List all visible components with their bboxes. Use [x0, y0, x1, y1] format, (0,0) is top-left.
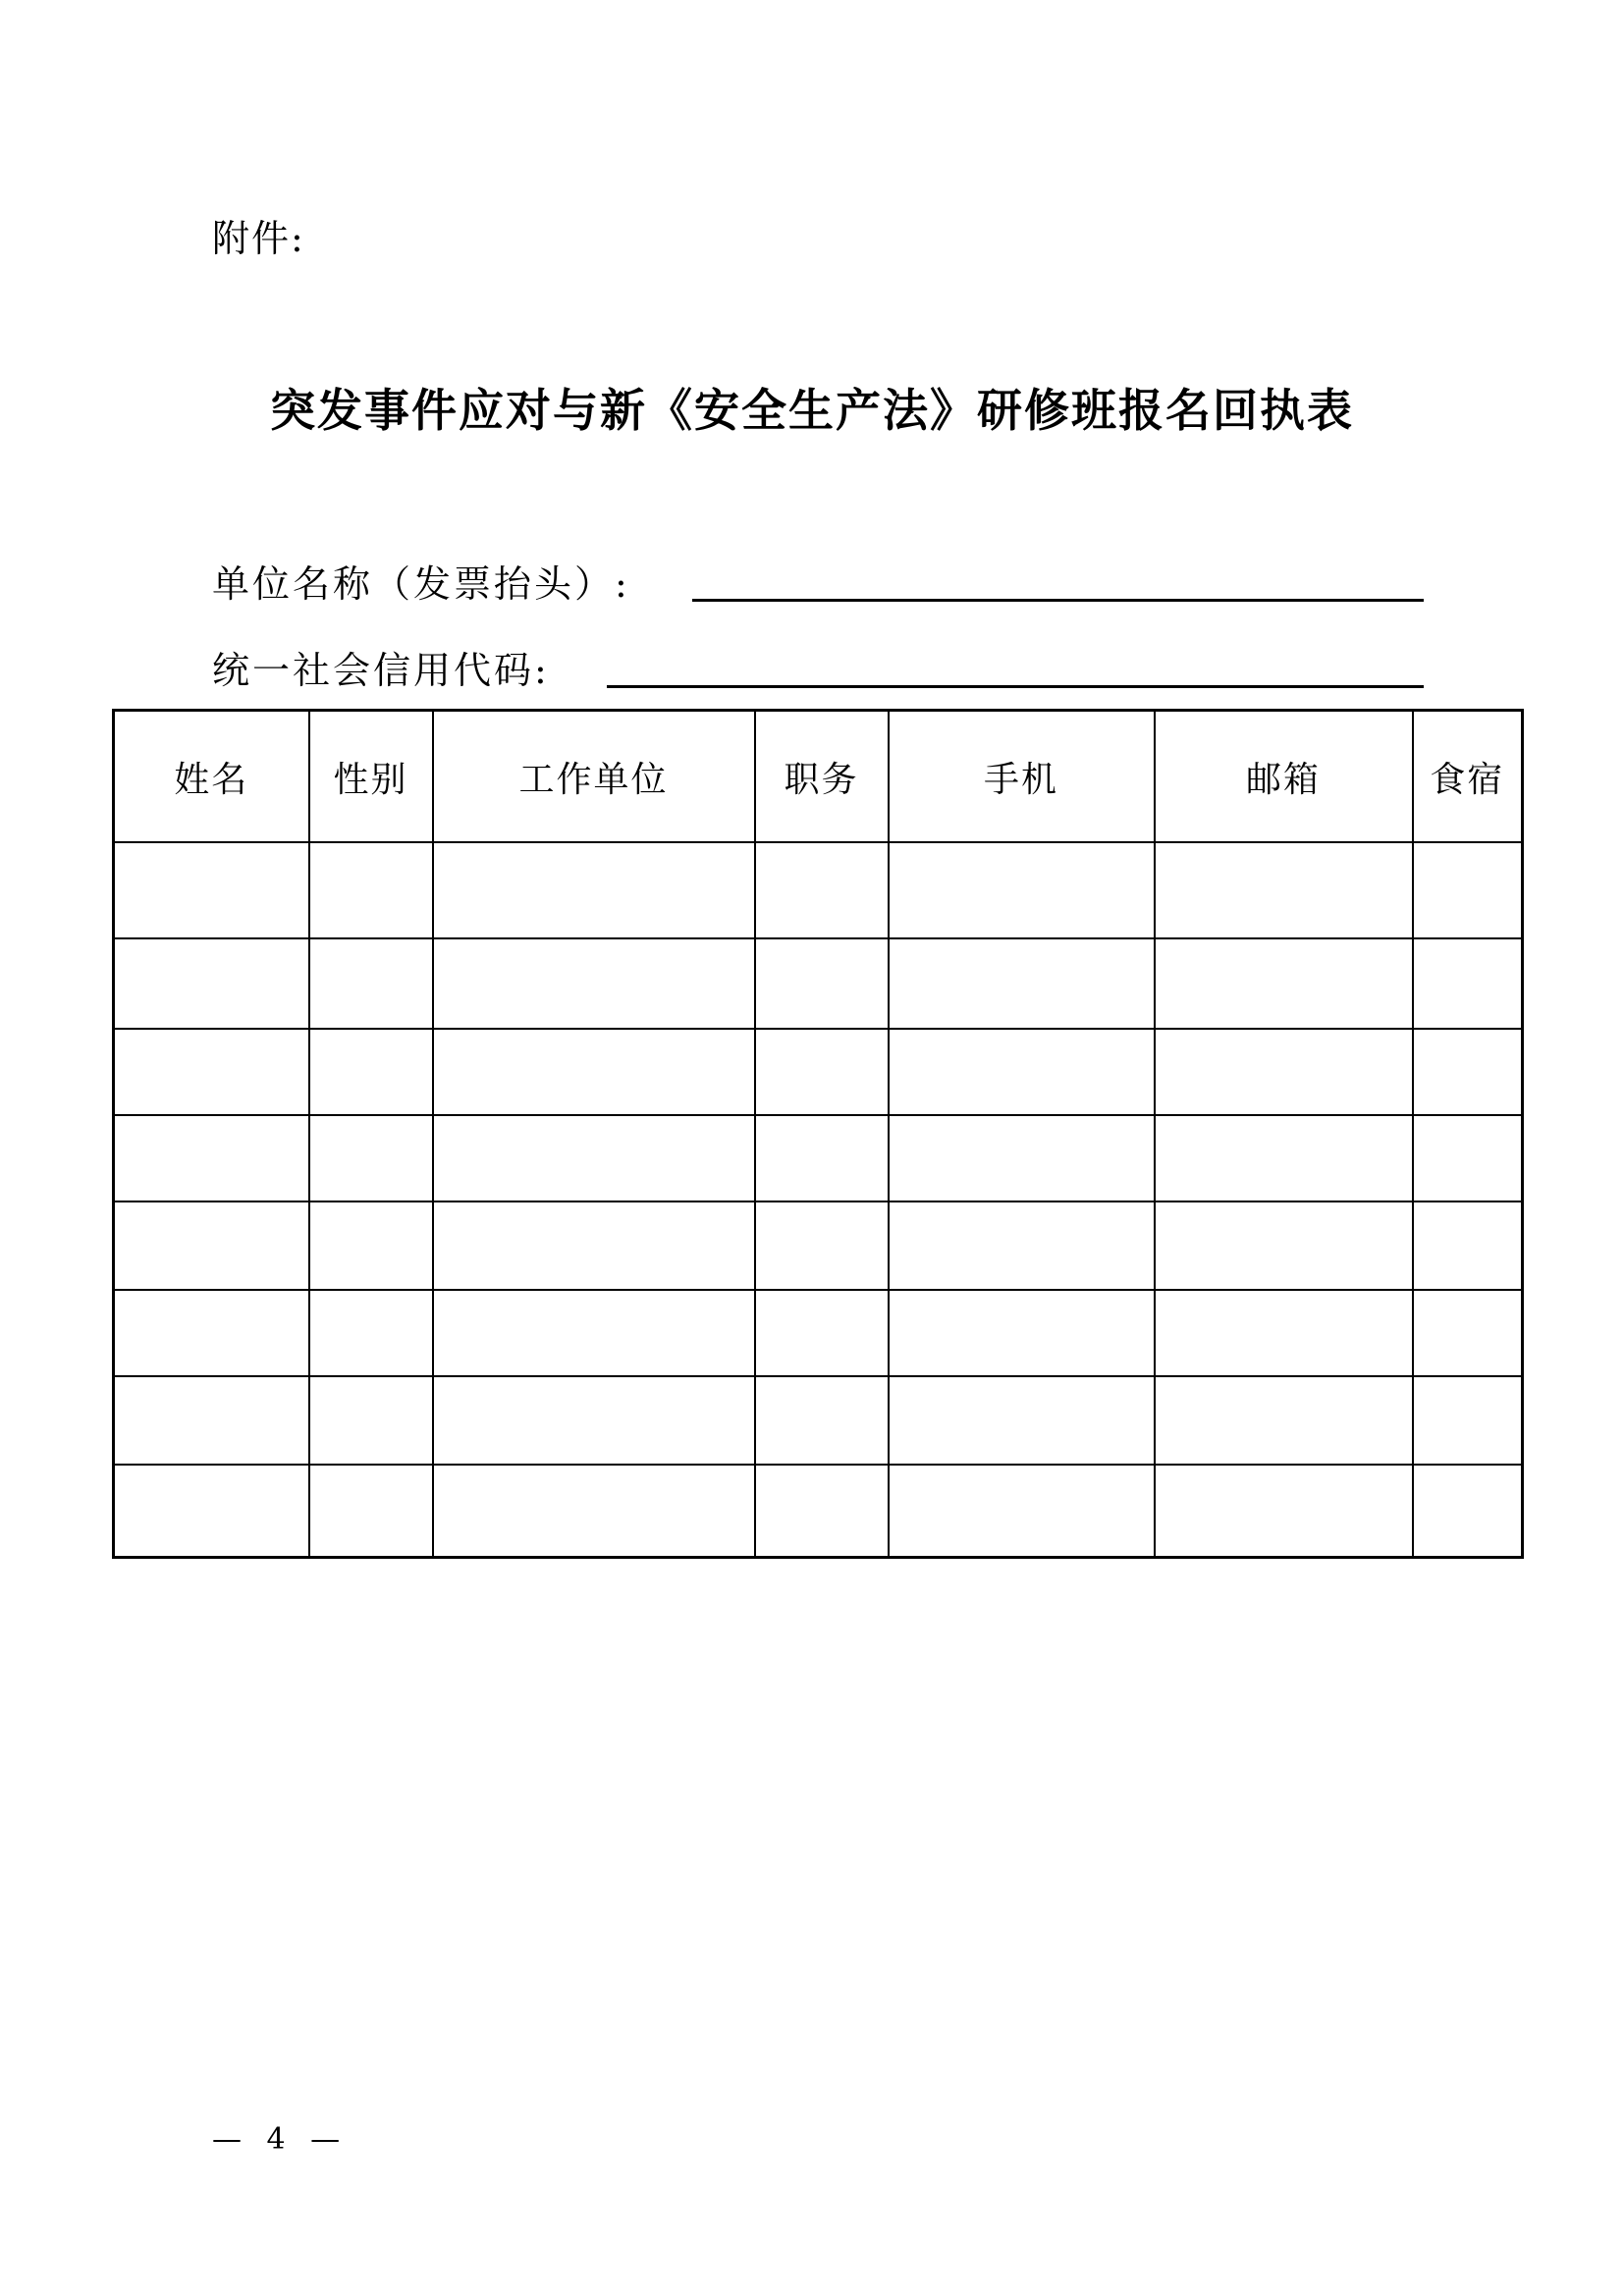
- table-row: [114, 1465, 1523, 1558]
- table-row: [114, 1376, 1523, 1465]
- header-gender: 性别: [309, 711, 433, 843]
- table-cell[interactable]: [309, 1465, 433, 1558]
- table-cell[interactable]: [1413, 1115, 1523, 1201]
- attachment-label: 附件:: [212, 217, 305, 260]
- table-row: [114, 842, 1523, 938]
- table-cell[interactable]: [1155, 938, 1413, 1029]
- table-cell[interactable]: [309, 1029, 433, 1115]
- table-cell[interactable]: [309, 1376, 433, 1465]
- table-cell[interactable]: [755, 842, 889, 938]
- table-cell[interactable]: [1413, 938, 1523, 1029]
- table-cell[interactable]: [755, 1201, 889, 1290]
- table-cell[interactable]: [1155, 1465, 1413, 1558]
- table-cell[interactable]: [433, 1029, 755, 1115]
- header-mobile: 手机: [889, 711, 1155, 843]
- table-cell[interactable]: [309, 842, 433, 938]
- table-row: [114, 1029, 1523, 1115]
- table-cell[interactable]: [309, 1290, 433, 1376]
- document-title: 突发事件应对与新《安全生产法》研修班报名回执表: [270, 384, 1354, 437]
- table-cell[interactable]: [1155, 1029, 1413, 1115]
- table-cell[interactable]: [755, 1029, 889, 1115]
- table-cell[interactable]: [309, 1115, 433, 1201]
- header-workplace: 工作单位: [433, 711, 755, 843]
- header-accommodation: 食宿: [1413, 711, 1523, 843]
- table-body: [114, 842, 1523, 1558]
- table-cell[interactable]: [755, 1115, 889, 1201]
- table-cell[interactable]: [889, 1465, 1155, 1558]
- table-cell[interactable]: [1155, 1115, 1413, 1201]
- table-cell[interactable]: [1155, 1201, 1413, 1290]
- table-cell[interactable]: [114, 1290, 309, 1376]
- credit-code-label: 统一社会信用代码:: [212, 649, 550, 692]
- table-cell[interactable]: [114, 1376, 309, 1465]
- unit-name-label: 单位名称（发票抬头）:: [212, 562, 630, 606]
- table-cell[interactable]: [114, 842, 309, 938]
- table-cell[interactable]: [889, 1201, 1155, 1290]
- table-row: [114, 1201, 1523, 1290]
- table-cell[interactable]: [1413, 1201, 1523, 1290]
- table-cell[interactable]: [1413, 1029, 1523, 1115]
- table-cell[interactable]: [114, 1029, 309, 1115]
- table-cell[interactable]: [433, 1201, 755, 1290]
- table-cell[interactable]: [114, 1465, 309, 1558]
- table-cell[interactable]: [433, 1115, 755, 1201]
- table-cell[interactable]: [755, 1290, 889, 1376]
- table-header-row: [114, 711, 1523, 843]
- table-row: [114, 1115, 1523, 1201]
- page-number: — 4 —: [212, 2122, 349, 2157]
- header-position: 职务: [755, 711, 889, 843]
- table-cell[interactable]: [114, 1201, 309, 1290]
- table-cell[interactable]: [114, 1115, 309, 1201]
- table-cell[interactable]: [755, 938, 889, 1029]
- table-cell[interactable]: [889, 1029, 1155, 1115]
- table-cell[interactable]: [755, 1376, 889, 1465]
- table-cell[interactable]: [889, 1115, 1155, 1201]
- table-cell[interactable]: [889, 938, 1155, 1029]
- table-cell[interactable]: [889, 1376, 1155, 1465]
- table-cell[interactable]: [433, 1290, 755, 1376]
- header-name: 姓名: [114, 711, 309, 843]
- table-cell[interactable]: [1155, 1290, 1413, 1376]
- table-cell[interactable]: [433, 1465, 755, 1558]
- table-cell[interactable]: [433, 842, 755, 938]
- table-cell[interactable]: [433, 1376, 755, 1465]
- table-cell[interactable]: [755, 1465, 889, 1558]
- table-cell[interactable]: [114, 938, 309, 1029]
- registration-table: [112, 709, 1524, 1559]
- table-cell[interactable]: [889, 842, 1155, 938]
- table-cell[interactable]: [1413, 1465, 1523, 1558]
- header-email: 邮箱: [1155, 711, 1413, 843]
- table-row: [114, 938, 1523, 1029]
- table-row: [114, 1290, 1523, 1376]
- table-cell[interactable]: [1155, 1376, 1413, 1465]
- credit-code-field-line[interactable]: [607, 685, 1424, 688]
- table-cell[interactable]: [433, 938, 755, 1029]
- table-cell[interactable]: [1413, 1290, 1523, 1376]
- table-cell[interactable]: [309, 1201, 433, 1290]
- table-cell[interactable]: [1413, 1376, 1523, 1465]
- table-cell[interactable]: [1155, 842, 1413, 938]
- table-cell[interactable]: [889, 1290, 1155, 1376]
- table-cell[interactable]: [309, 938, 433, 1029]
- unit-name-field-line[interactable]: [692, 599, 1424, 602]
- table-cell[interactable]: [1413, 842, 1523, 938]
